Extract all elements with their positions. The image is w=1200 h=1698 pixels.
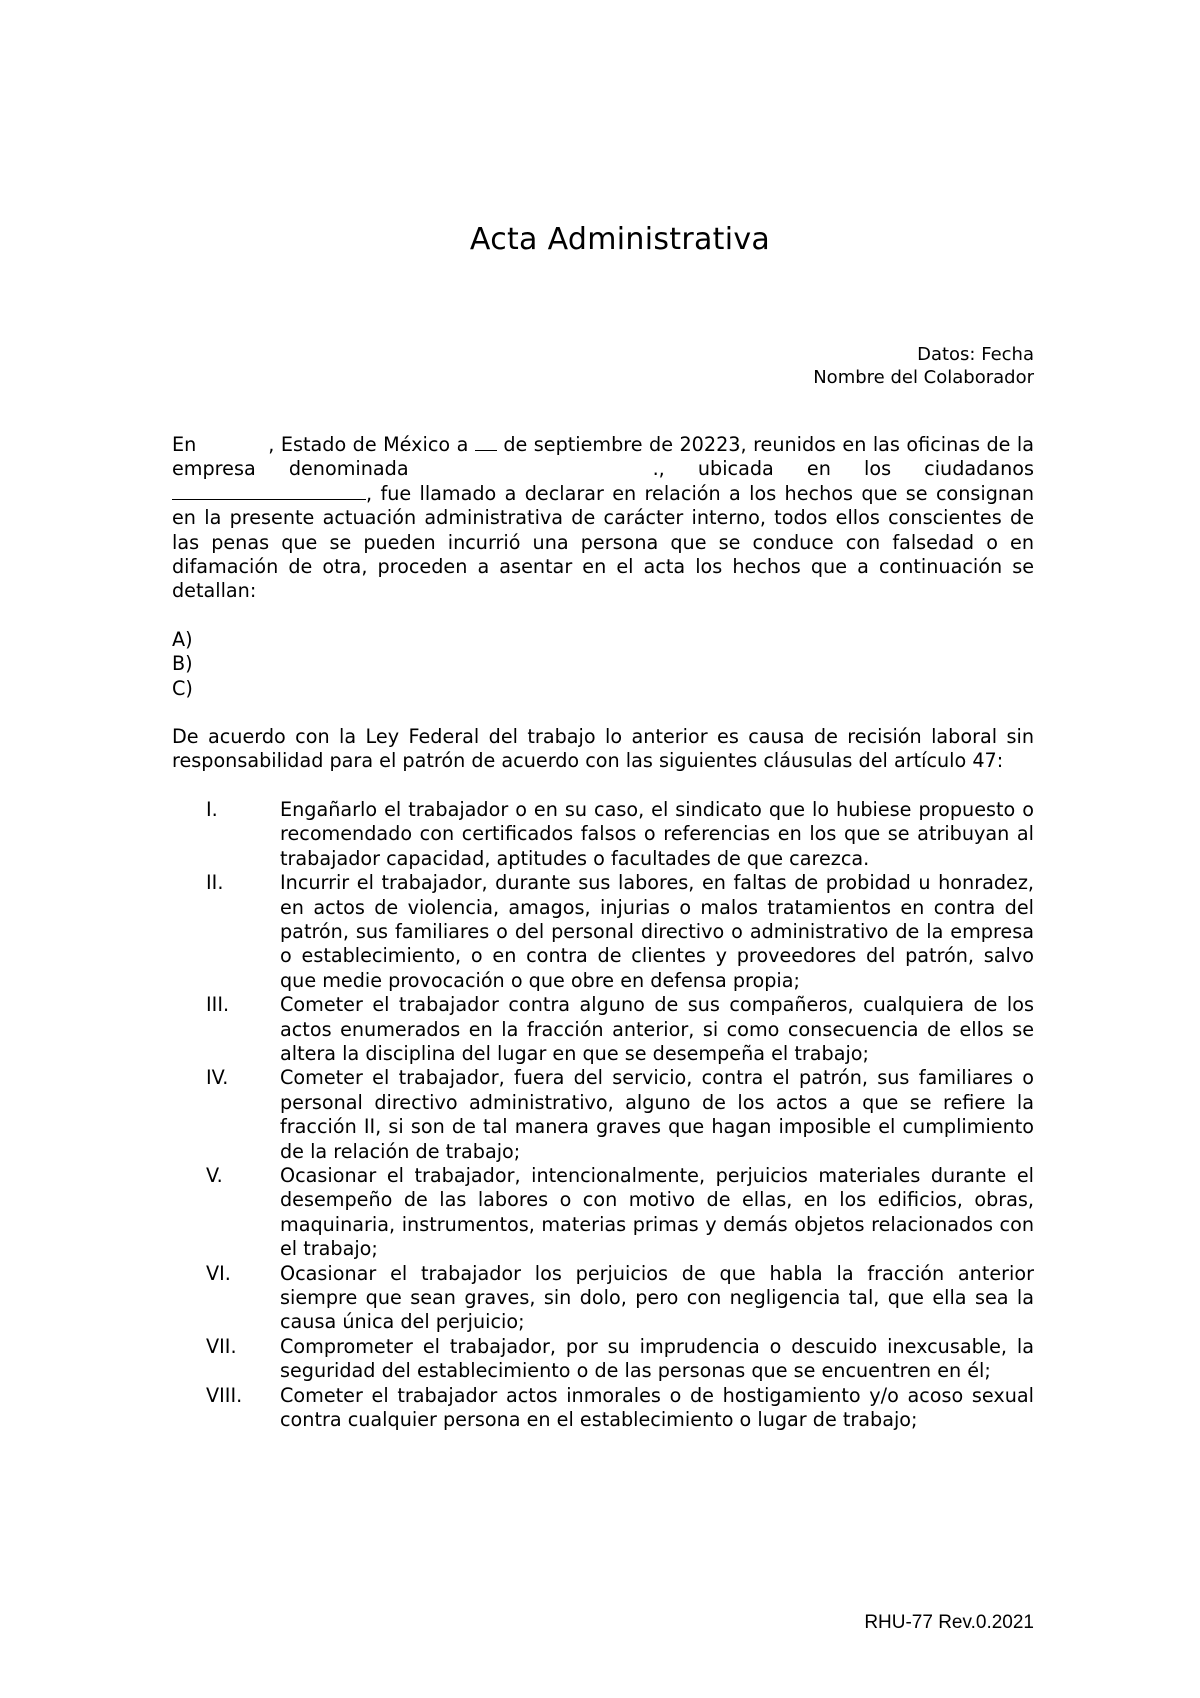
ley-federal-paragraph: De acuerdo con la Ley Federal del trabajo lo anterior es causa de recisión laboral sin responsabilidad para el patrón de acuerdo con las siguientes cláusulas del artículo 47: xyxy=(172,725,1034,773)
intro-text-septiembre: de septiembre de 20223, reunidos en las oficinas de la empresa denominada xyxy=(172,433,1035,481)
clause-number: VI. xyxy=(206,1261,231,1285)
clause-item xyxy=(172,1262,1034,1335)
hechos-list xyxy=(172,628,1034,701)
clause-text: Cometer el trabajador contra alguno de sus compañeros, cualquiera de los actos enumerados en la fracción anterior, si como consecuencia de ellos se altera la disciplina del lugar en que se desempeña el trabajo; xyxy=(280,993,1034,1065)
hecho-c: C) xyxy=(172,676,193,700)
clause-text: Incurrir el trabajador, durante sus labores, en faltas de probidad u honradez, en actos de violencia, amagos, injurias o malos tratamientos en contra del patrón, sus familiares o del personal directivo o administrativo de la empresa o establecimiento, o en contra de clientes y proveedores del patrón, salvo que medie provocación o que obre en defensa propia; xyxy=(280,871,1034,992)
intro-text-ubicada: ., ubicada en los ciudadanos xyxy=(652,457,1034,481)
document-code-footer: RHU-77 Rev.0.2021 xyxy=(864,1612,1034,1633)
clause-item xyxy=(172,1384,1034,1433)
intro-text-estado: , Estado de México a xyxy=(268,433,469,456)
clause-item xyxy=(172,993,1034,1066)
clause-text: Cometer el trabajador actos inmorales o de hostigamiento y/o acoso sexual contra cualquier persona en el establecimiento o lugar de trabajo; xyxy=(280,1383,1034,1432)
datos-nombre-colaborador: Nombre del Colaborador xyxy=(813,367,1034,388)
clause-text: Ocasionar el trabajador, intencionalmente, perjuicios materiales durante el desempeño de las labores o con motivo de ellas, en los edificios, obras, maquinaria, instrumentos, materias primas y demás objetos relacionados con el trabajo; xyxy=(280,1163,1034,1261)
clause-number: II. xyxy=(206,871,224,895)
clause-item xyxy=(172,871,1034,993)
clause-number: I. xyxy=(206,797,218,821)
clauses-list xyxy=(172,798,1034,1433)
clause-text: Ocasionar el trabajador los perjuicios de que habla la fracción anterior siempre que sean graves, sin dolo, pero con negligencia tal, que ella sea la causa única del perjuicio; xyxy=(280,1261,1034,1334)
document-title: Acta Administrativa xyxy=(469,222,771,257)
intro-text-en: En xyxy=(172,433,197,456)
intro-paragraph xyxy=(172,433,1034,604)
clause-text: Comprometer el trabajador, por su imprudencia o descuido inexcusable, la seguridad del establecimiento o de las personas que se encuentren en él; xyxy=(280,1334,1034,1383)
hecho-b: B) xyxy=(172,652,193,676)
clause-item xyxy=(172,1164,1034,1262)
intro-text-declarar: , fue llamado a declarar en relación a los hechos que se consignan en la presente actuación administrativa de carácter interno, todos ellos conscientes de las penas que se pueden incurrió una persona que se conduce con falsedad o en difamación de otra, proceden a asentar en el acta los hechos que a continuación se detallan: xyxy=(172,481,1034,603)
clause-number: IV. xyxy=(206,1066,229,1090)
clause-item xyxy=(172,798,1034,871)
clause-text: Cometer el trabajador, fuera del servicio, contra el patrón, sus familiares o personal directivo administrativo, alguno de los actos a que se refiere la fracción II, si son de tal manera graves que hagan imposible el cumplimiento de la relación de trabajo; xyxy=(280,1066,1034,1163)
clause-number: VII. xyxy=(206,1334,237,1358)
hecho-a: A) xyxy=(172,627,193,651)
clause-number: V. xyxy=(206,1163,223,1187)
clause-item xyxy=(172,1066,1034,1164)
clause-text: Engañarlo el trabajador o en su caso, el sindicato que lo hubiese propuesto o recomendado con certificados falsos o referencias en los que se atribuyan al trabajador capacidad, aptitudes o facultades de que carezca. xyxy=(280,797,1034,870)
datos-fecha: Datos: Fecha xyxy=(917,344,1034,365)
datos-block xyxy=(813,343,1034,389)
clause-number: VIII. xyxy=(206,1383,243,1407)
clause-item xyxy=(172,1335,1034,1384)
document-body xyxy=(172,433,1034,1432)
clause-number: III. xyxy=(206,993,230,1017)
blank-dia xyxy=(475,434,497,451)
blank-ciudadano xyxy=(172,483,366,500)
